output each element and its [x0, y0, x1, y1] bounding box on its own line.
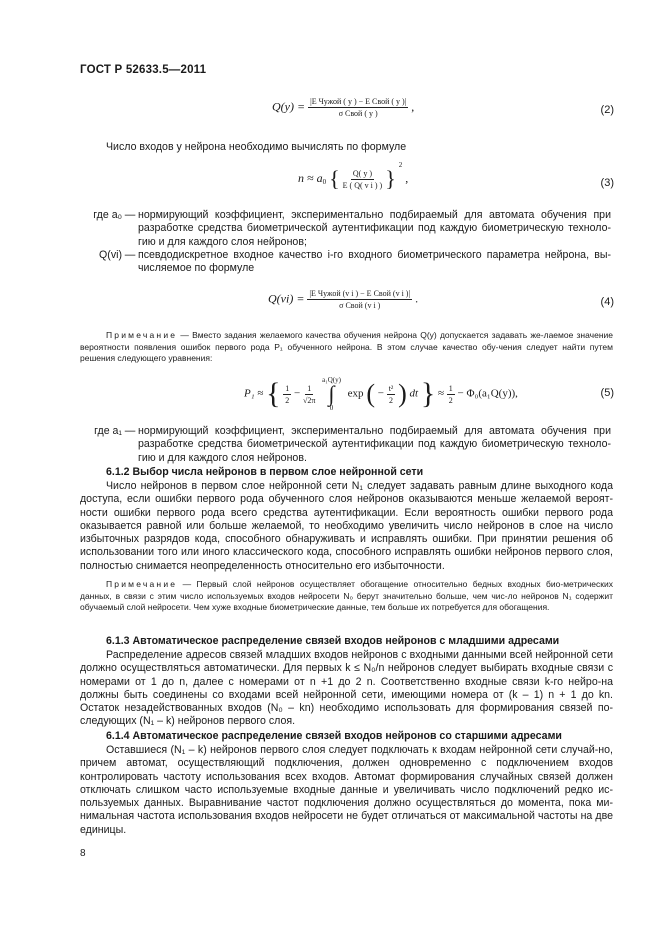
definition-dash: —	[124, 425, 136, 437]
formula-numerator: Q( y )	[352, 168, 372, 178]
formula-4	[268, 289, 418, 310]
left-paren: (	[366, 379, 375, 408]
formula-number: (4)	[600, 296, 614, 308]
formula-lhs: Q(y) =	[272, 99, 306, 114]
fraction-rhs	[447, 384, 455, 405]
sqrt-denominator: √2π	[302, 395, 316, 405]
definition-text: псевдодискретное входное качество i-го входного биометрического параметра нейрона, вы-числяемое по формуле	[138, 248, 611, 275]
note-1	[80, 330, 613, 365]
formula-numerator: |E Чужой ( y ) − E Свой ( y )|	[310, 97, 407, 106]
integral-upper-limit: a₁Q(y)	[322, 376, 341, 384]
integral-sign: ∫	[328, 381, 335, 406]
definition-row	[78, 425, 611, 465]
note-text: — Вместо задания желаемого качества обучения нейрона Q(y) допускается задавать же-лаемое значение вероятности появления ошибок первого рода P₁ обученного нейрона. В этом случае качество обу-чения следует найти путем решения следующего уравнения:	[80, 330, 613, 363]
left-brace: {	[266, 377, 281, 410]
formula-tail: .	[415, 291, 419, 306]
formula-numerator: |E Чужой (v i ) − E Свой (v i )|	[309, 289, 411, 298]
rhs-tail: − Φ₀(a₁Q(y)),	[457, 387, 518, 400]
definitions-list	[78, 209, 611, 275]
section-paragraph: Число нейронов в первом слое нейронной сети N₁ следует задавать равным длине выходного кода доступа, если ошибки первого рода обученного слоя нейронов оказываются меньше желаемой вероят-ности ошибки первого рода всего средства аутентификации. Если вероятность ошибки первого рода оказывается равной или больше желаемой, то необходимо увеличить число нейронов в слое на число избыточных разрядов кода, способного обнаруживать и исправлять ошибки. При принятии решения об использовании того или иного классического кода, способного исправлять ошибки нейронов первого слоя, полностью снимается неопределенность относительно его избыточности.	[80, 480, 613, 572]
formula-denominator: σ Свой (v i )	[339, 301, 381, 310]
rhs-numerator: 1	[448, 383, 453, 393]
definition-term: где a₀	[93, 209, 122, 221]
formula-number: (5)	[600, 387, 614, 399]
sqrt-numerator: 1	[307, 383, 312, 393]
t2-denominator: 2	[389, 395, 394, 405]
section-heading: 6.1.4 Автоматическое распределение связей входов нейронов со старшими адресами	[106, 730, 562, 742]
note-2	[80, 579, 613, 614]
formula-number: (2)	[600, 104, 614, 116]
right-paren: )	[398, 379, 407, 408]
formula-fraction	[308, 97, 408, 118]
formula-fraction	[343, 169, 383, 190]
formula-lhs: Q(vi) =	[268, 291, 305, 306]
right-brace: }	[385, 166, 396, 191]
note-label: Примечание	[106, 330, 178, 340]
formula-tail: ,	[411, 99, 415, 114]
minus-sign: −	[377, 387, 384, 400]
section-paragraph: Оставшиеся (N₁ – k) нейронов первого слоя следует подключать к входам нейронной сети случай-но, причем автомат, осуществляющий подключения, должен одновременно с подключением входов контролировать частоту использования всех входов. Автомат формирования случайных связей должен отключать слишком часто используемые входные данные и увеличивать число подключений редко ис-пользуемых данных. Выравнивание частот подключения должно осуществляться до момента, пока ми-нимальная частота использования входов нейросети не будет отличаться от максимальной частоты на две единицы.	[80, 744, 613, 836]
exp-label: exp	[347, 387, 364, 400]
formula-lhs-sub: 0	[322, 177, 327, 186]
formula-denominator: E ( Q( v i ) )	[342, 180, 383, 190]
formula-denominator: σ Свой ( y )	[338, 109, 378, 118]
half-numerator: 1	[285, 383, 290, 393]
definition-text: нормирующий коэффициент, экспериментально подбираемый для автомата обучения при разработке средства биометрической аутентификации под каждую биометрическую техноло-гию и для каждого слоя нейронов;	[138, 209, 611, 248]
section-heading: 6.1.2 Выбор числа нейронов в первом слое нейронной сети	[106, 466, 424, 478]
note-label: Примечание	[106, 579, 178, 589]
formula-number: (3)	[600, 177, 614, 189]
fraction-half	[283, 384, 291, 405]
definition-text: нормирующий коэффициент, экспериментально подбираемый для автомата обучения при разработке средства биометрической аутентификации под каждую биометрическую техноло-гию и для каждого слоя нейронов.	[138, 425, 611, 464]
minus-sign: −	[294, 387, 301, 400]
definitions-list	[78, 425, 611, 465]
formula-5: P₁ ≈ { $\frac{1}{2}$ − $\frac{1}{√2\pi}$ a₁Q(y) ∫ 0 exp ( − $\frac{\text{t²}}{2}$ ) dt } ≈ $\frac{1}{2}$ − Φ₀(a₁Q(y)),	[244, 376, 518, 412]
left-brace: {	[329, 166, 340, 191]
formula-fraction	[307, 289, 412, 310]
definition-term: Q(vi)	[99, 248, 122, 261]
definition-row	[78, 209, 611, 249]
integral-lower-limit: 0	[329, 404, 334, 412]
fraction-sqrt	[303, 384, 315, 405]
dt-label: dt	[409, 387, 419, 400]
definition-dash: —	[124, 248, 136, 261]
section-paragraph: Распределение адресов связей младших входов нейронов с входными данными всей нейронной сети должно осуществляться автоматически. Для первых k ≤ N₀/n нейронов следует выбирать входные связи с номерами от 1 до n, далее с номерами от n +1 до 2 n. Соответственно входные связи k-го нейро-на должны быть соединены со входами всей нейронной сети, имеющими номера от (k – 1) n + 1 до kn. Остаток незадействованных входов (N₀ – kn) необходимо использовать для формирования связей по-следующих (N₁ – k) нейронов первого слоя.	[80, 649, 613, 728]
definition-term: где a₁	[94, 425, 122, 437]
formula-2	[272, 97, 414, 118]
formula-tail: ,	[405, 170, 409, 185]
formula-power: 2	[398, 160, 403, 169]
formula-3	[298, 160, 409, 192]
formula-lhs: n ≈ a	[298, 170, 323, 185]
section-heading: 6.1.3 Автоматическое распределение связей входов нейронов с младшими адресами	[106, 635, 560, 647]
note-text: — Первый слой нейронов осуществляет обогащение относительно бедных входных био-метрических данных, в связи с этим число используемых входов нейросети N₀ берут значительно больше, чем чис-ло нейронов N₁ содержит обучаемый слой нейросети. Чем хуже входные биометрические данные, тем больше их потребуется для обогащения.	[80, 579, 613, 612]
half-denominator: 2	[285, 395, 290, 405]
definition-row	[78, 249, 611, 276]
rhs-denominator: 2	[448, 395, 453, 405]
page-number: 8	[80, 848, 86, 859]
document-header: ГОСТ Р 52633.5—2011	[80, 64, 207, 76]
integral	[322, 376, 341, 412]
fraction-t2	[387, 384, 396, 405]
right-brace: }	[420, 377, 436, 410]
t2-numerator: t²	[388, 383, 394, 393]
paragraph-inputs: Число входов у нейрона необходимо вычислять по формуле	[106, 141, 407, 153]
definition-dash: —	[124, 209, 136, 221]
formula-lhs: P₁ ≈	[244, 387, 264, 400]
